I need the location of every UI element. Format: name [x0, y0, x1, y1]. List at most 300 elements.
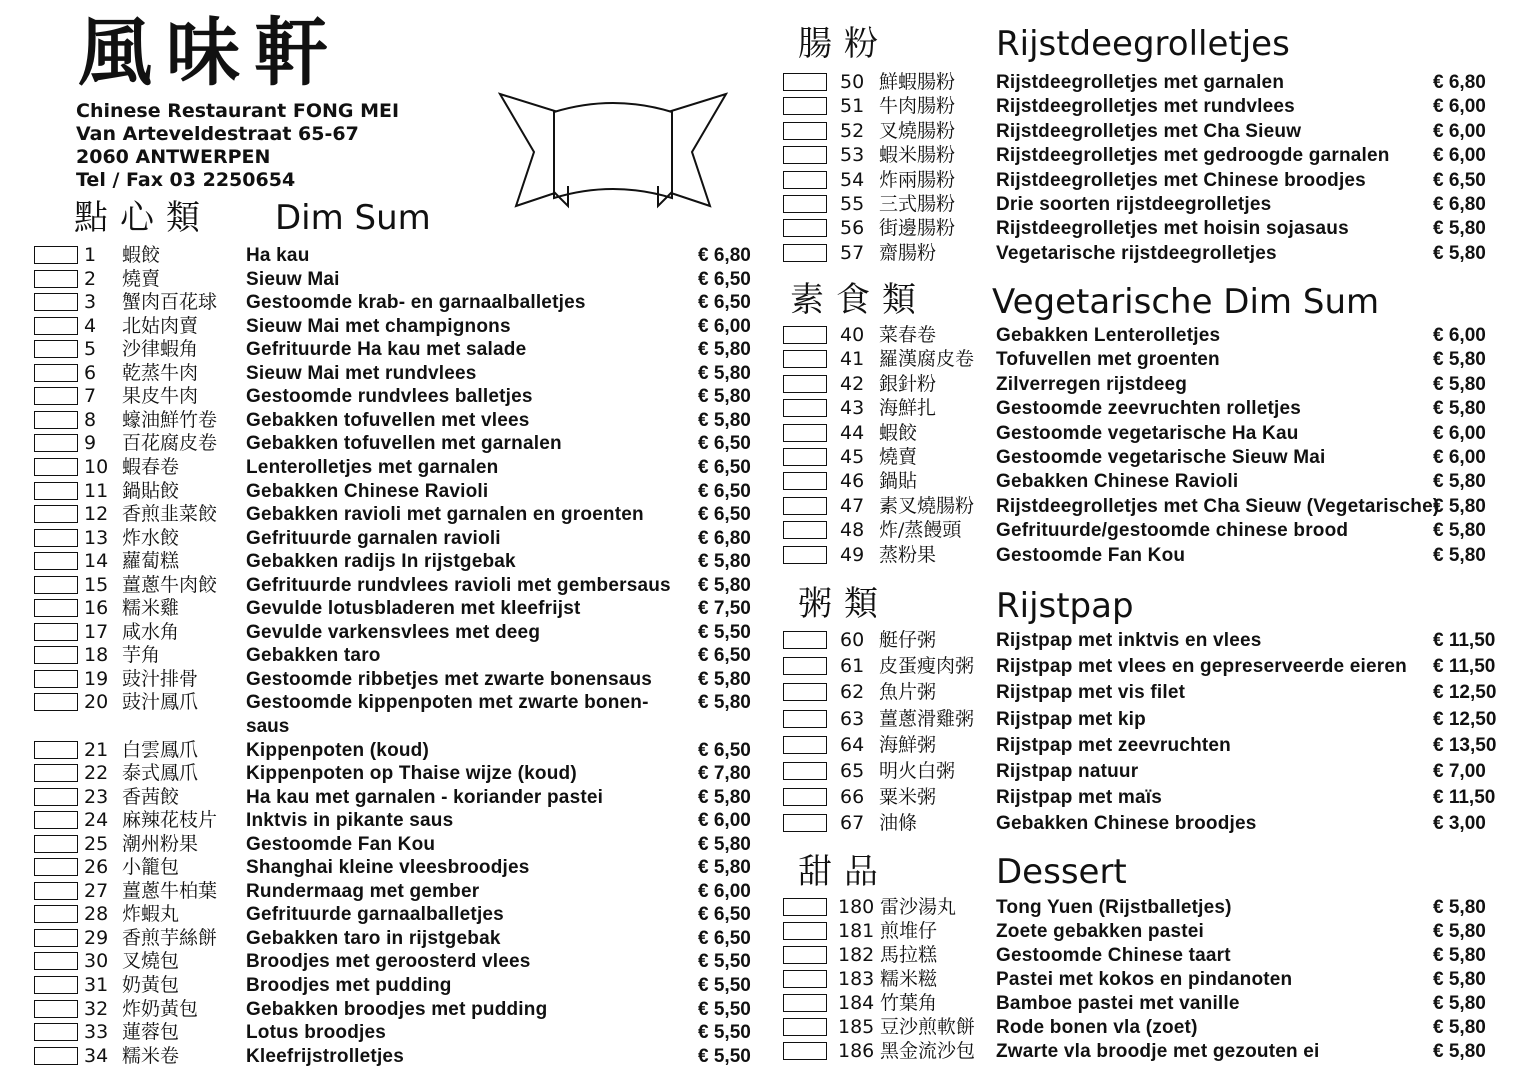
item-name-chinese: 咸水角: [122, 620, 180, 643]
item-name-dutch: Gestoomde krab- en garnaalballetjes: [246, 292, 586, 314]
item-name-chinese: 菜春卷: [879, 324, 937, 346]
order-checkbox[interactable]: [783, 898, 827, 916]
item-name-chinese: 潮州粉果: [122, 832, 199, 855]
item-name-dutch: Bamboe pastei met vanille: [996, 993, 1240, 1014]
item-name-dutch: Gebakken taro: [246, 645, 381, 667]
item-number: 27: [84, 879, 109, 902]
item-number: 22: [84, 762, 109, 785]
item-name-chinese: 薑蔥滑雞粥: [879, 707, 975, 730]
order-checkbox[interactable]: [34, 599, 78, 617]
menu-item-row: [0, 446, 1536, 470]
menu-item-row: [0, 397, 1536, 421]
item-name-dutch: Gestoomde Fan Kou: [996, 544, 1186, 566]
menu-item-row: [0, 597, 1536, 621]
item-name-chinese: 炸蝦丸: [122, 903, 180, 926]
item-name-dutch: Ha kau: [246, 245, 310, 266]
order-checkbox[interactable]: [783, 375, 827, 393]
item-price: € 7,00: [1433, 761, 1486, 782]
order-checkbox[interactable]: [783, 146, 827, 164]
item-number: 24: [84, 809, 109, 832]
item-number: 61: [840, 655, 865, 678]
item-price: € 6,50: [698, 268, 751, 290]
item-price: € 5,80: [1433, 993, 1486, 1014]
item-price: € 5,50: [698, 975, 751, 996]
item-name-dutch: Gestoomde vegetarische Sieuw Mai: [996, 447, 1326, 468]
item-number: 15: [84, 573, 109, 596]
item-name-chinese: 北姑肉賣: [122, 314, 199, 337]
order-checkbox[interactable]: [783, 244, 827, 262]
item-number: 16: [84, 597, 109, 620]
item-price: € 5,50: [698, 621, 751, 643]
address-line-2: Van Arteveldestraat 65-67: [76, 123, 359, 145]
order-checkbox[interactable]: [783, 350, 827, 368]
restaurant-logo-chinese: 風味軒: [78, 10, 342, 96]
item-name-dutch: Lenterolletjes met garnalen: [246, 456, 499, 478]
item-price: € 6,00: [1433, 96, 1486, 118]
menu-item-row: [0, 470, 1536, 494]
item-number: 54: [840, 168, 865, 191]
menu-item-row: [0, 896, 1536, 920]
item-number: 186: [838, 1040, 875, 1062]
item-number: 10: [84, 455, 109, 478]
item-name-dutch: Gebakken Chinese broodjes: [996, 813, 1257, 835]
item-name-chinese: 豉汁鳳爪: [122, 691, 199, 714]
item-name-dutch: Broodjes met pudding: [246, 975, 452, 996]
item-name-dutch: Gebakken Chinese Ravioli: [246, 480, 489, 502]
item-name-dutch: Rijstdeegrolletjes met Cha Sieuw: [996, 120, 1302, 142]
item-name-dutch: Gebakken taro in rijstgebak: [246, 927, 501, 949]
item-name-chinese: 羅漢腐皮卷: [879, 348, 975, 371]
item-price: € 6,00: [698, 880, 751, 902]
item-number: 1: [84, 244, 97, 266]
item-number: 182: [838, 944, 875, 966]
item-name-chinese: 香煎芋絲餅: [122, 926, 218, 949]
menu-item-row: [0, 193, 1536, 217]
item-name-dutch: Shanghai kleine vleesbroodjes: [246, 857, 530, 879]
section-title-dessert-cn: 甜品: [798, 852, 890, 892]
item-name-dutch: Rijstpap met vlees en gepreserveerde eieren: [996, 656, 1407, 678]
item-number: 23: [84, 785, 109, 808]
item-name-chinese: 豆沙煎軟餅: [880, 1016, 976, 1038]
item-number: 64: [840, 733, 865, 756]
item-price: € 6,80: [1433, 194, 1486, 215]
item-price: € 5,80: [1433, 373, 1486, 395]
item-name-dutch: Rijstdeegrolletjes met Cha Sieuw (Vegetarische): [996, 495, 1440, 517]
item-name-chinese: 蝦米腸粉: [879, 144, 956, 167]
item-number: 180: [838, 896, 875, 918]
item-name-chinese: 豉汁排骨: [122, 667, 199, 690]
order-checkbox[interactable]: [783, 994, 827, 1012]
item-number: 25: [84, 832, 109, 855]
item-name-chinese: 煎堆仔: [880, 920, 938, 942]
item-name-dutch: Rijstpap met inktvis en vlees: [996, 630, 1262, 651]
item-name-chinese: 沙律蝦角: [122, 338, 199, 361]
item-number: 56: [840, 217, 865, 240]
item-number: 41: [840, 348, 865, 371]
item-name-dutch: Gestoomde Fan Kou: [246, 833, 436, 855]
menu-item-row: [0, 833, 1536, 857]
item-number: 44: [840, 421, 865, 444]
order-checkbox[interactable]: [783, 736, 827, 754]
item-number: 31: [84, 974, 109, 996]
item-price: € 5,50: [698, 1022, 751, 1044]
item-name-dutch: Rijstpap met vis filet: [996, 682, 1186, 704]
item-number: 66: [840, 786, 865, 809]
item-name-dutch: Zilverregen rijstdeeg: [996, 373, 1188, 395]
item-price: € 7,50: [698, 598, 751, 620]
item-price: € 6,00: [1433, 325, 1486, 346]
order-checkbox[interactable]: [34, 270, 78, 288]
item-number: 67: [840, 812, 865, 835]
order-checkbox[interactable]: [783, 122, 827, 140]
item-name-dutch: Pastei met kokos en pindanoten: [996, 969, 1293, 990]
item-price: € 5,80: [1433, 1017, 1486, 1038]
item-name-chinese: 雷沙湯丸: [880, 896, 957, 918]
item-name-chinese: 蝦餃: [122, 244, 161, 266]
menu-item-row: [0, 217, 1536, 241]
item-name-chinese: 粟米粥: [879, 786, 937, 809]
item-price: € 5,80: [698, 362, 751, 384]
order-checkbox[interactable]: [783, 1042, 827, 1060]
item-price: € 6,50: [698, 292, 751, 314]
item-number: 60: [840, 629, 865, 651]
menu-item-row: [0, 120, 1536, 144]
item-number: 48: [840, 519, 865, 542]
item-name-chinese: 街邊腸粉: [879, 217, 956, 240]
item-price: € 5,80: [698, 857, 751, 879]
order-checkbox[interactable]: [783, 970, 827, 988]
order-checkbox[interactable]: [783, 710, 827, 728]
section-title-rijstpap-cn: 粥類: [798, 584, 890, 624]
item-name-dutch: Gebakken ravioli met garnalen en groenten: [246, 504, 644, 526]
item-name-dutch: Gefrituurde rundvlees ravioli met gembersaus: [246, 574, 671, 596]
item-price: € 6,50: [698, 456, 751, 478]
item-price: € 5,80: [1433, 398, 1486, 420]
item-price: € 3,00: [1433, 813, 1486, 835]
menu-item-row: [0, 920, 1536, 944]
item-name-chinese: 白雲鳳爪: [122, 738, 199, 761]
order-checkbox[interactable]: [783, 1018, 827, 1036]
item-price: € 6,50: [698, 645, 751, 667]
item-name-dutch: Rijstdeegrolletjes met Chinese broodjes: [996, 169, 1366, 191]
item-number: 3: [84, 291, 97, 314]
item-name-dutch: Kippenpoten op Thaise wijze (koud): [246, 763, 577, 785]
menu-item-row: [0, 71, 1536, 95]
item-name-dutch: Gefrituurde garnaalballetjes: [246, 904, 504, 926]
order-checkbox[interactable]: [783, 814, 827, 832]
menu-item-row: [0, 324, 1536, 348]
item-name-dutch: Gebakken Chinese Ravioli: [996, 471, 1239, 493]
item-name-chinese: 鍋貼餃: [122, 479, 180, 502]
item-number: 19: [84, 667, 109, 690]
menu-item-row: [0, 373, 1536, 397]
item-price: € 5,80: [1433, 495, 1486, 517]
item-number: 7: [84, 385, 97, 408]
item-name-dutch: Sieuw Mai met rundvlees: [246, 362, 477, 384]
item-name-chinese: 果皮牛肉: [122, 385, 199, 408]
item-price: € 6,50: [698, 904, 751, 926]
order-checkbox[interactable]: [783, 683, 827, 701]
item-name-dutch: Gestoomde ribbetjes met zwarte bonensaus: [246, 668, 653, 690]
item-price: € 5,80: [1433, 921, 1486, 942]
item-name-dutch: Sieuw Mai: [246, 268, 340, 290]
item-number: 28: [84, 903, 109, 926]
item-name-dutch: Gebakken Lenterolletjes: [996, 325, 1221, 346]
item-name-chinese: 炸/蒸饅頭: [879, 519, 962, 542]
section-title-rijstpap: Rijstpap: [996, 586, 1134, 626]
section-title-rijstdeeg-cn: 腸粉: [798, 24, 890, 64]
item-name-dutch: Lotus broodjes: [246, 1022, 387, 1044]
menu-item-row: [0, 242, 1536, 266]
item-name-dutch: Kleefrijstrolletjes: [246, 1045, 404, 1067]
item-number: 65: [840, 760, 865, 782]
item-name-chinese: 明火白粥: [879, 760, 956, 782]
section-title-rijstdeeg: Rijstdeegrolletjes: [996, 24, 1290, 64]
item-price: € 6,00: [698, 315, 751, 337]
item-price: € 5,80: [1433, 544, 1486, 566]
section-title-dimsum: Dim Sum: [275, 198, 431, 238]
item-name-dutch: Gefrituurde Ha kau met salade: [246, 339, 527, 361]
item-name-dutch: Drie soorten rijstdeegrolletjes: [996, 194, 1272, 215]
menu-item-row: [0, 655, 1536, 679]
item-name-chinese: 銀針粉: [879, 372, 937, 395]
item-price: € 5,80: [698, 786, 751, 808]
item-name-chinese: 香煎韭菜餃: [122, 503, 218, 526]
item-number: 63: [840, 707, 865, 730]
menu-item-row: [0, 812, 1536, 836]
item-name-chinese: 小籠包: [122, 856, 180, 879]
item-price: € 5,80: [1433, 1041, 1486, 1062]
item-price: € 5,80: [1433, 471, 1486, 493]
item-20-continuation: saus: [246, 716, 290, 737]
item-name-chinese: 海鮮扎: [879, 397, 937, 420]
order-checkbox[interactable]: [783, 657, 827, 675]
item-name-chinese: 叉燒包: [122, 950, 180, 973]
item-name-chinese: 乾蒸牛肉: [122, 361, 199, 384]
menu-item-row: [0, 629, 1536, 653]
item-price: € 12,50: [1433, 708, 1497, 730]
menu-item-row: [0, 495, 1536, 519]
item-number: 29: [84, 926, 109, 949]
item-price: € 7,80: [698, 763, 751, 785]
item-price: € 5,80: [698, 551, 751, 573]
item-name-dutch: Rode bonen vla (zoet): [996, 1017, 1198, 1038]
item-name-dutch: Ha kau met garnalen - koriander pastei: [246, 786, 604, 808]
item-number: 6: [84, 361, 97, 384]
item-name-chinese: 鮮蝦腸粉: [879, 71, 956, 93]
item-number: 34: [84, 1044, 109, 1067]
item-number: 51: [840, 95, 865, 118]
item-price: € 6,80: [698, 245, 751, 266]
item-number: 183: [838, 968, 875, 990]
item-number: 4: [84, 314, 97, 337]
item-price: € 6,50: [1433, 169, 1486, 191]
menu-item-row: [0, 169, 1536, 193]
order-checkbox[interactable]: [34, 576, 78, 594]
item-price: € 5,80: [698, 574, 751, 596]
section-title-vegetarisch-cn: 素食類: [790, 280, 928, 320]
item-name-dutch: Sieuw Mai met champignons: [246, 315, 511, 337]
item-number: 40: [840, 324, 865, 346]
item-name-chinese: 蒸粉果: [879, 543, 937, 566]
item-number: 5: [84, 338, 97, 361]
item-name-dutch: Gebakken broodjes met pudding: [246, 998, 548, 1020]
item-name-dutch: Tofuvellen met groenten: [996, 349, 1220, 371]
item-price: € 5,80: [1433, 520, 1486, 542]
item-price: € 5,80: [698, 409, 751, 431]
item-name-dutch: Zoete gebakken pastei: [996, 921, 1204, 942]
item-price: € 5,80: [698, 668, 751, 690]
item-name-dutch: Vegetarische rijstdeegrolletjes: [996, 242, 1277, 264]
order-checkbox[interactable]: [783, 631, 827, 649]
item-name-dutch: Gestoomde rundvlees balletjes: [246, 386, 533, 408]
item-name-chinese: 糯米卷: [122, 1044, 180, 1067]
item-name-dutch: Gestoomde vegetarische Ha Kau: [996, 422, 1299, 444]
item-name-dutch: Gefrituurde garnalen ravioli: [246, 527, 501, 549]
item-number: 20: [84, 691, 109, 714]
item-name-chinese: 炸奶黃包: [122, 997, 199, 1020]
item-price: € 6,50: [698, 480, 751, 502]
item-number: 42: [840, 372, 865, 395]
order-checkbox[interactable]: [783, 448, 827, 466]
item-number: 32: [84, 997, 109, 1020]
order-checkbox[interactable]: [783, 788, 827, 806]
item-name-chinese: 鍋貼: [879, 470, 918, 493]
order-checkbox[interactable]: [34, 835, 78, 853]
item-name-chinese: 艇仔粥: [879, 629, 937, 651]
order-checkbox[interactable]: [34, 293, 78, 311]
menu-item-row: [0, 144, 1536, 168]
item-name-chinese: 糯米雞: [122, 597, 180, 620]
item-price: € 5,50: [698, 951, 751, 973]
address-line-4: Tel / Fax 03 2250654: [76, 169, 296, 191]
item-name-dutch: Tong Yuen (Rijstballetjes): [996, 897, 1232, 918]
item-name-dutch: Rijstdeegrolletjes met garnalen: [996, 72, 1285, 93]
menu-item-row: [0, 856, 1536, 880]
item-price: € 6,50: [698, 433, 751, 455]
order-checkbox[interactable]: [783, 171, 827, 189]
item-name-chinese: 蝦春卷: [122, 455, 180, 478]
item-price: € 5,80: [698, 833, 751, 855]
item-name-chinese: 薑蔥牛肉餃: [122, 573, 218, 596]
item-number: 8: [84, 408, 97, 431]
menu-item-row: [0, 708, 1536, 732]
section-title-dessert: Dessert: [996, 852, 1127, 892]
order-checkbox[interactable]: [783, 73, 827, 91]
item-price: € 13,50: [1433, 734, 1497, 756]
item-name-chinese: 齋腸粉: [879, 241, 937, 264]
item-name-dutch: Gevulde varkensvlees met deeg: [246, 621, 541, 643]
item-number: 30: [84, 950, 109, 973]
menu-item-row: [0, 95, 1536, 119]
item-price: € 12,50: [1433, 682, 1497, 704]
menu-item-row: [0, 519, 1536, 543]
item-name-dutch: Rijstpap met zeevruchten: [996, 734, 1231, 756]
item-name-dutch: Zwarte vla broodje met gezouten ei: [996, 1041, 1320, 1062]
item-number: 55: [840, 193, 865, 215]
item-number: 45: [840, 446, 865, 468]
item-name-chinese: 蝦餃: [879, 421, 918, 444]
item-name-chinese: 油條: [879, 812, 918, 835]
item-price: € 6,80: [1433, 72, 1486, 93]
item-name-chinese: 奶黃包: [122, 974, 180, 996]
order-checkbox[interactable]: [783, 195, 827, 213]
item-number: 53: [840, 144, 865, 167]
item-price: € 5,80: [698, 692, 751, 714]
order-checkbox[interactable]: [783, 326, 827, 344]
item-number: 62: [840, 681, 865, 704]
order-checkbox[interactable]: [783, 399, 827, 417]
item-name-chinese: 香茜餃: [122, 785, 180, 808]
item-name-dutch: Gebakken tofuvellen met vlees: [246, 409, 530, 431]
item-name-dutch: Rijstpap natuur: [996, 761, 1139, 782]
item-name-chinese: 泰式鳳爪: [122, 762, 199, 785]
order-checkbox[interactable]: [783, 219, 827, 237]
order-checkbox[interactable]: [783, 546, 827, 564]
item-price: € 6,50: [698, 504, 751, 526]
address-line-3: 2060 ANTWERPEN: [76, 146, 271, 168]
item-name-chinese: 海鮮粥: [879, 733, 937, 756]
item-name-dutch: Broodjes met geroosterd vlees: [246, 951, 531, 973]
item-name-chinese: 叉燒腸粉: [879, 119, 956, 142]
order-checkbox[interactable]: [783, 762, 827, 780]
item-name-dutch: Gestoomde kippenpoten met zwarte bonen-: [246, 692, 649, 714]
order-checkbox[interactable]: [783, 472, 827, 490]
order-checkbox[interactable]: [783, 922, 827, 940]
item-name-dutch: Gebakken radijs In rijstgebak: [246, 551, 516, 573]
item-name-chinese: 蠔油鮮竹卷: [122, 408, 218, 431]
item-number: 52: [840, 119, 865, 142]
order-checkbox[interactable]: [34, 858, 78, 876]
order-checkbox[interactable]: [783, 497, 827, 515]
item-name-dutch: Rijstdeegrolletjes met hoisin sojasaus: [996, 218, 1349, 240]
item-number: 49: [840, 543, 865, 566]
item-price: € 11,50: [1433, 787, 1496, 809]
item-name-dutch: Kippenpoten (koud): [246, 739, 430, 761]
menu-item-row: [0, 544, 1536, 568]
menu-item-row: [0, 348, 1536, 372]
item-number: 185: [838, 1016, 875, 1038]
item-number: 33: [84, 1021, 109, 1044]
order-checkbox[interactable]: [783, 521, 827, 539]
order-checkbox[interactable]: [783, 97, 827, 115]
menu-item-row: [0, 422, 1536, 446]
order-checkbox[interactable]: [783, 946, 827, 964]
item-price: € 5,80: [1433, 349, 1486, 371]
item-price: € 6,00: [1433, 422, 1486, 444]
menu-item-row: [0, 992, 1536, 1016]
item-price: € 6,80: [698, 527, 751, 549]
item-name-chinese: 燒賣: [122, 267, 161, 290]
item-number: 12: [84, 503, 109, 526]
menu-item-row: [0, 734, 1536, 758]
item-name-chinese: 黑金流沙包: [880, 1040, 976, 1062]
section-title-dimsum-cn: 點心類: [74, 198, 212, 238]
item-number: 9: [84, 432, 97, 455]
item-name-chinese: 燒賣: [879, 446, 918, 468]
order-checkbox[interactable]: [783, 424, 827, 442]
item-price: € 6,50: [698, 927, 751, 949]
item-number: 11: [84, 479, 109, 502]
item-name-chinese: 皮蛋瘦肉粥: [879, 655, 975, 678]
item-number: 14: [84, 550, 109, 573]
item-number: 17: [84, 620, 109, 643]
item-price: € 5,80: [1433, 969, 1486, 990]
item-name-dutch: Rundermaag met gember: [246, 880, 480, 902]
item-price: € 6,00: [1433, 447, 1486, 468]
item-name-dutch: Gefrituurde/gestoomde chinese brood: [996, 520, 1349, 542]
item-price: € 5,80: [698, 386, 751, 408]
